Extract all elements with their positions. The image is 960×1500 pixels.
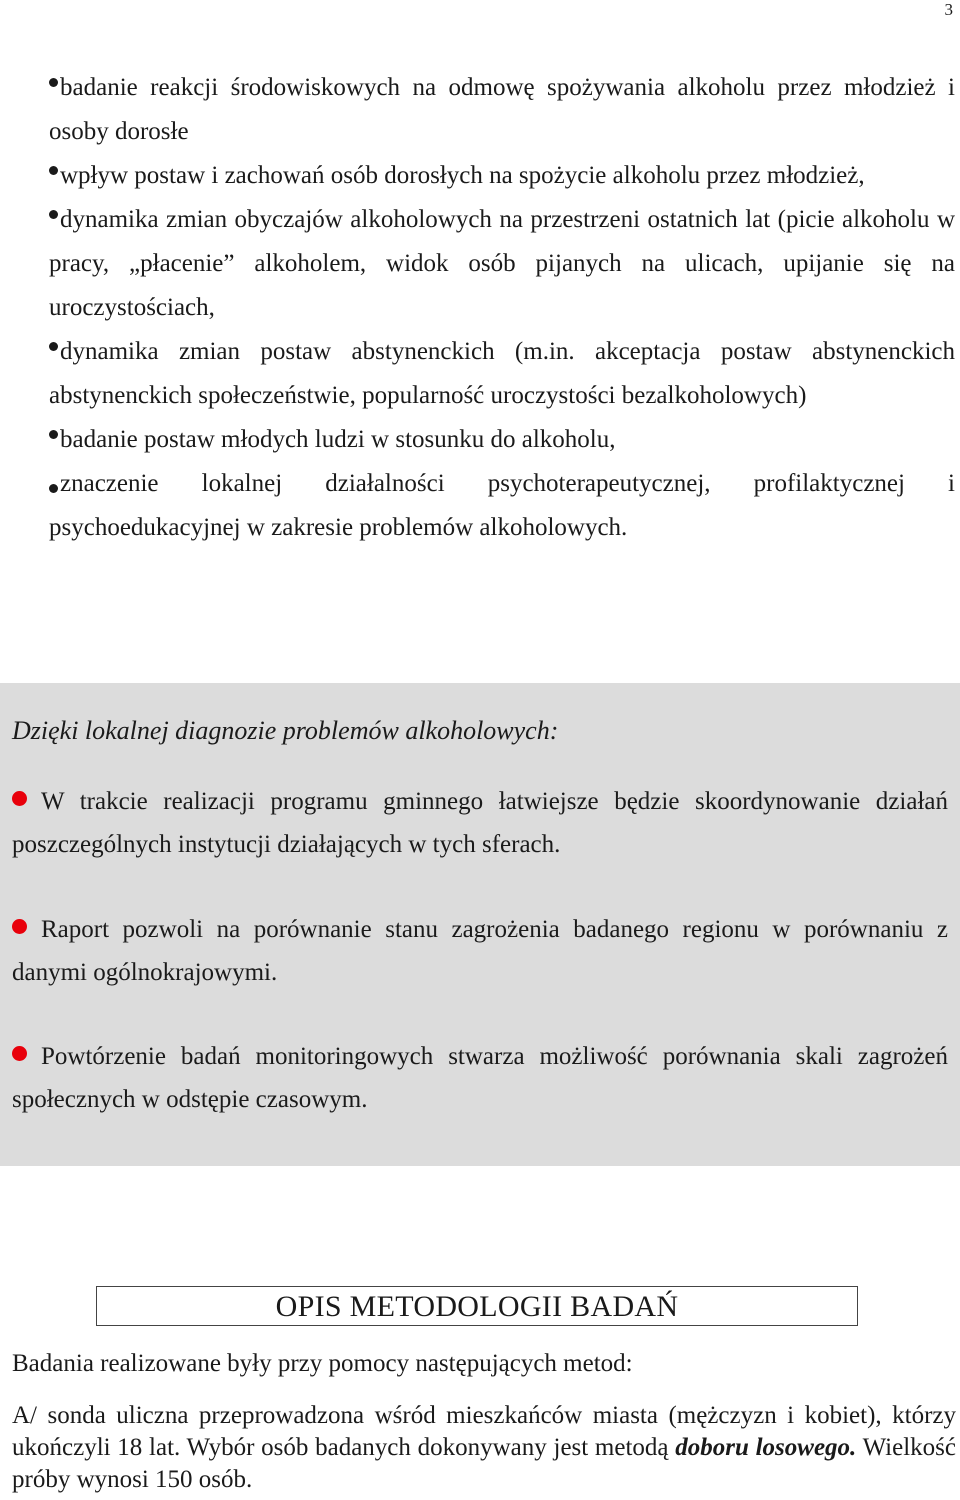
list-item-text: badanie postaw młodych ludzi w stosunku do alkoholu, [60, 426, 616, 453]
bullet-dot-icon [49, 78, 58, 87]
method-a-emphasis: doboru losowego. [675, 1434, 857, 1461]
method-a-text-end: Wielkość próby wynosi 150 osób. [12, 1434, 956, 1493]
method-a-text: A/ sonda uliczna przeprowadzona wśród mieszkańców miasta (mężczyzn i kobiet), którzy ukończyli 18 lat. Wybór osób badanych dokonywany jest metodą [12, 1402, 956, 1461]
list-item [49, 418, 955, 462]
list-item [49, 330, 955, 418]
list-item-text: badanie reakcji środowiskowych na odmowę spożywania alkoholu przez młodzież i osoby dorosłe [49, 74, 955, 145]
bullet-dot-icon [49, 430, 58, 439]
list-item [49, 462, 955, 550]
benefit-text: W trakcie realizacji programu gminnego łatwiejsze będzie skoordynowanie działań poszczególnych instytucji działających w tych sferach. [12, 788, 948, 858]
method-a-paragraph [12, 1400, 956, 1496]
red-bullet-icon [12, 791, 27, 806]
section-heading: Dzięki lokalnej diagnozie problemów alkoholowych: [12, 716, 559, 745]
list-item-text: wpływ postaw i zachowań osób dorosłych na spożycie alkoholu przez młodzież, [60, 162, 865, 189]
list-item-text: znaczenie lokalnej działalności psychoterapeutycznej, profilaktycznej i psychoedukacyjnej w zakresie problemów alkoholowych. [49, 470, 955, 541]
section-title-box [96, 1286, 858, 1326]
red-bullet-icon [12, 919, 27, 934]
bullet-dot-icon [49, 484, 58, 493]
red-bullet-icon [12, 1046, 27, 1061]
bullet-dot-icon [49, 166, 58, 175]
bullet-dot-icon [49, 210, 58, 219]
bullet-dot-icon [49, 342, 58, 351]
methods-intro: Badania realizowane były przy pomocy następujących metod: [12, 1350, 633, 1377]
benefit-text: Powtórzenie badań monitoringowych stwarza możliwość porównania skali zagrożeń społecznych w odstępie czasowym. [12, 1043, 948, 1113]
list-item [49, 66, 955, 154]
benefit-item [12, 1035, 948, 1121]
list-item [49, 154, 955, 198]
list-item [49, 198, 955, 330]
list-item-text: dynamika zmian postaw abstynenckich (m.in. akceptacja postaw abstynenckich abstynenckich społeczeństwie, popularność uroczystości bezalkoholowych) [49, 338, 955, 409]
benefit-item [12, 780, 948, 866]
page-number: 3 [944, 0, 953, 19]
benefit-text: Raport pozwoli na porównanie stanu zagrożenia badanego regionu w porównaniu z danymi ogólnokrajowymi. [12, 916, 948, 986]
benefit-item [12, 908, 948, 994]
bullet-list [49, 66, 955, 550]
section-title: OPIS METODOLOGII BADAŃ [275, 1290, 679, 1323]
list-item-text: dynamika zmian obyczajów alkoholowych na przestrzeni ostatnich lat (picie alkoholu w pracy, „płacenie” alkoholem, widok osób pijanych na ulicach, upijanie się na uroczystościach, [49, 206, 955, 321]
